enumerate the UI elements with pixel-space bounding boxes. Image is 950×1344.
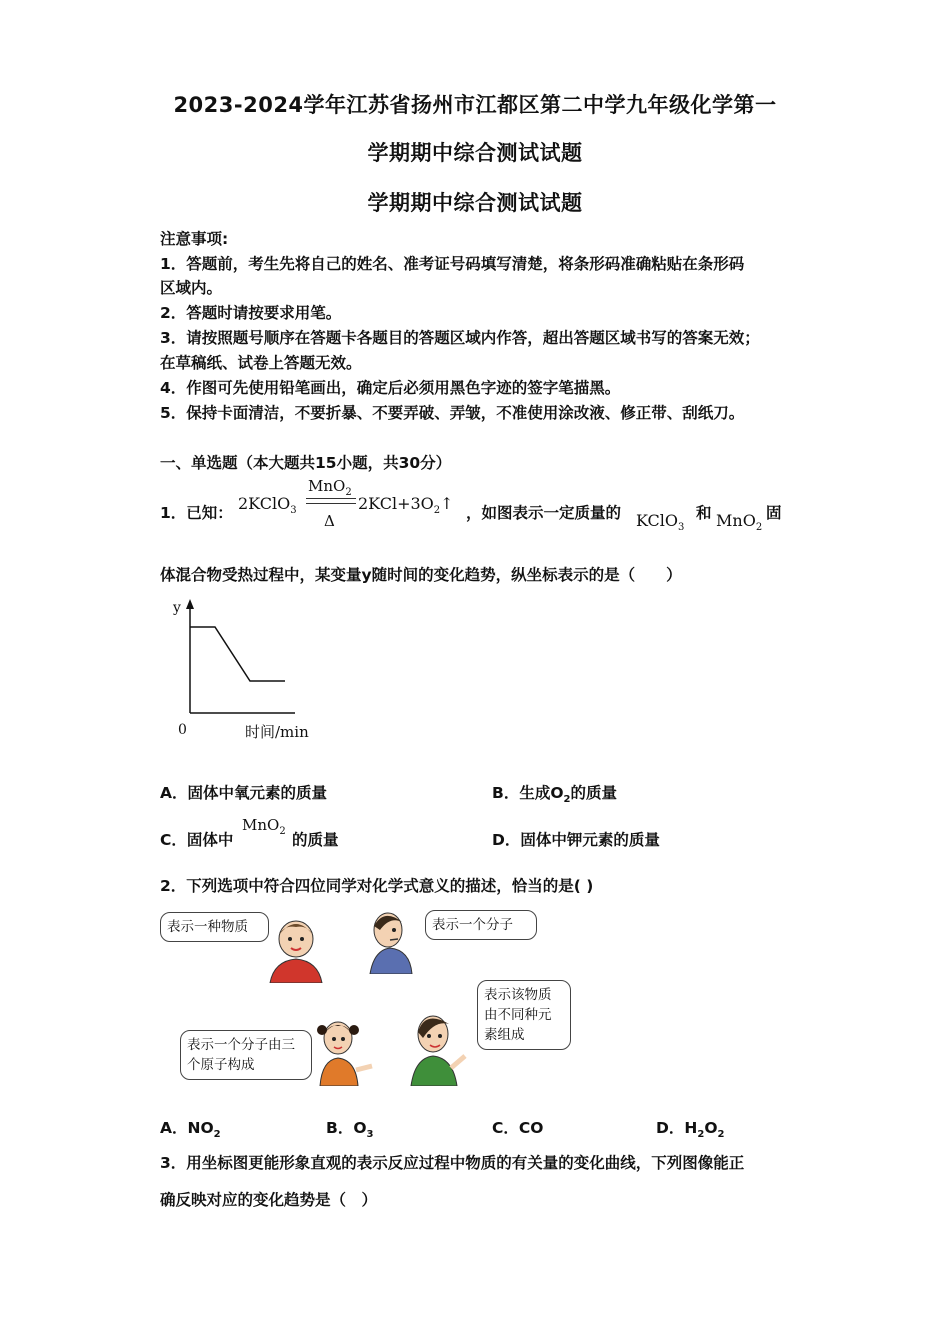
q1-stem-line2: 体混合物受热过程中，某变量y随时间的变化趋势，纵坐标表示的是（ ） xyxy=(160,566,682,584)
notice-item: 4．作图可先使用铅笔画出，确定后必须用黑色字迹的签字笔描黑。 xyxy=(160,379,621,397)
q1-mno2: MnO$_2$ xyxy=(716,511,763,533)
q1-option-a[interactable]: A．固体中氧元素的质量 xyxy=(160,784,327,802)
q1-mid-text: ，如图表示一定质量的 xyxy=(466,504,622,522)
q1-catalyst: MnO$_2$ xyxy=(308,477,352,498)
graph-x-label: 时间/min xyxy=(245,723,309,741)
section-heading: 一、单选题（本大题共15小题，共30分） xyxy=(160,454,452,472)
student-boy-icon xyxy=(262,915,330,983)
q1-solid: 固 xyxy=(766,504,782,522)
q2-option-c[interactable]: C．CO xyxy=(492,1119,544,1137)
speech-bubble: 表示一个分子 xyxy=(425,910,537,940)
q2-option-b[interactable]: B．$O_3$ xyxy=(326,1119,374,1140)
q1-option-b[interactable]: B．生成$O_2$的质量 xyxy=(492,784,617,805)
q3-stem-line1: 3．用坐标图更能形象直观的表示反应过程中物质的有关量的变化曲线，下列图像能正 xyxy=(160,1154,745,1172)
q1-and: 和 xyxy=(696,504,712,522)
reaction-equals-sign xyxy=(306,498,356,504)
speech-bubble: 表示一个分子由三个原子构成 xyxy=(180,1030,312,1080)
notice-item: 1．答题前，考生先将自己的姓名、准考证号码填写清楚，将条形码准确粘贴在条形码 xyxy=(160,255,745,273)
q1-reactant: 2KClO$_3$ xyxy=(238,494,297,516)
graph-curve xyxy=(190,627,285,681)
notice-item: 3．请按照题号顺序在答题卡各题目的答题区域内作答，超出答题区域书写的答案无效； xyxy=(160,329,760,347)
graph-origin: 0 xyxy=(178,722,187,738)
graph-y-label: y xyxy=(173,600,181,616)
student-girl-icon xyxy=(312,1016,376,1086)
student-boy-icon xyxy=(360,908,420,974)
q2-stem: 2．下列选项中符合四位同学对化学式意义的描述，恰当的是( ) xyxy=(160,877,594,895)
q1-products: $2KCl+3O_2↑$ xyxy=(358,494,454,516)
q1-heat-symbol: Δ xyxy=(324,512,335,530)
q1-option-c[interactable]: C．固体中 xyxy=(160,831,234,849)
q2-option-d[interactable]: D．$H_2O_2$ xyxy=(656,1119,725,1140)
q2-option-a[interactable]: A．$NO_2$ xyxy=(160,1119,221,1140)
q1-prefix: 1．已知： xyxy=(160,504,233,522)
notice-item: 在草稿纸、试卷上答题无效。 xyxy=(160,354,362,372)
page-title-line1: 2023-2024学年江苏省扬州市江都区第二中学九年级化学第一 xyxy=(173,93,777,117)
notice-item: 2．答题时请按要求用笔。 xyxy=(160,304,342,322)
speech-bubble: 表示一种物质 xyxy=(160,912,269,942)
q1-option-c-formula: MnO$_2$ xyxy=(242,816,286,837)
q1-kclo3: KClO$_3$ xyxy=(636,511,685,533)
q3-stem-line2: 确反映对应的变化趋势是（ ） xyxy=(160,1191,378,1209)
page-title-line2: 学期期中综合测试试题 xyxy=(367,141,583,165)
notice-heading: 注意事项: xyxy=(160,230,229,248)
notice-item: 区域内。 xyxy=(160,279,223,297)
y-axis-arrow xyxy=(186,599,194,609)
q1-option-d[interactable]: D．固体中钾元素的质量 xyxy=(492,831,660,849)
student-boy-icon xyxy=(405,1012,467,1086)
q1-option-c-suffix: 的质量 xyxy=(292,831,339,849)
speech-bubble: 表示该物质由不同种元素组成 xyxy=(477,980,571,1050)
page-title-line3: 学期期中综合测试试题 xyxy=(367,191,583,215)
notice-item: 5．保持卡面清洁，不要折暴、不要弄破、弄皱，不准使用涂改液、修正带、刮纸刀。 xyxy=(160,404,745,422)
